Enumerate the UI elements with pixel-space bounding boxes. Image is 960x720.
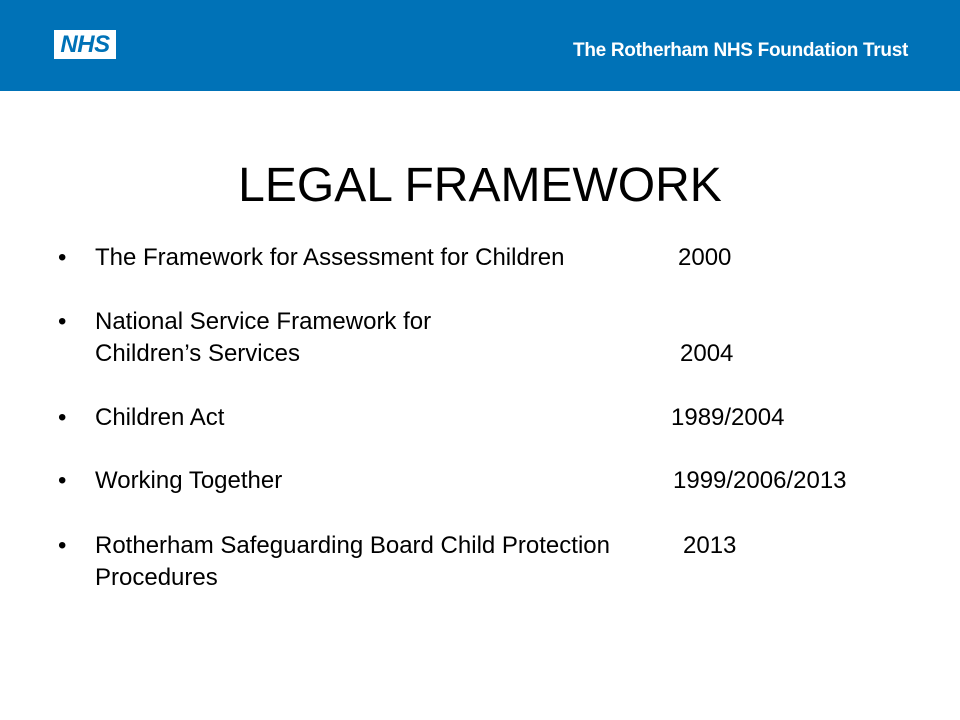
bullet-item-year: 2013	[683, 532, 737, 559]
bullet-item-text-continued: Children’s Services	[95, 340, 300, 367]
bullet-dot: •	[58, 404, 67, 431]
bullet-dot: •	[58, 308, 67, 335]
nhs-logo	[54, 30, 116, 59]
bullet-item-text-continued: Procedures	[95, 564, 218, 591]
bullet-item	[58, 466, 918, 496]
bullet-dot: •	[58, 244, 67, 271]
nhs-logo-text: NHS	[60, 31, 110, 58]
bullet-item	[58, 243, 918, 273]
bullet-dot: •	[58, 532, 67, 559]
bullet-item-text: Children Act	[95, 404, 225, 431]
bullet-item	[58, 531, 918, 591]
bullet-item-text: Rotherham Safeguarding Board Child Protection	[95, 532, 610, 559]
bullet-item-text: Working Together	[95, 467, 283, 494]
header-banner	[0, 0, 960, 91]
bullet-item	[58, 403, 918, 433]
bullet-item-year: 1989/2004	[671, 404, 785, 431]
bullet-item-year: 2004	[680, 340, 734, 367]
bullet-item	[58, 307, 918, 367]
bullet-item-text: The Framework for Assessment for Children	[95, 244, 565, 271]
slide-title: LEGAL FRAMEWORK	[238, 159, 722, 212]
bullet-dot: •	[58, 467, 67, 494]
bullet-item-year: 2000	[678, 244, 732, 271]
bullet-item-year: 1999/2006/2013	[673, 467, 847, 494]
bullet-item-text: National Service Framework for	[95, 308, 432, 335]
trust-name: The Rotherham NHS Foundation Trust	[573, 40, 908, 61]
